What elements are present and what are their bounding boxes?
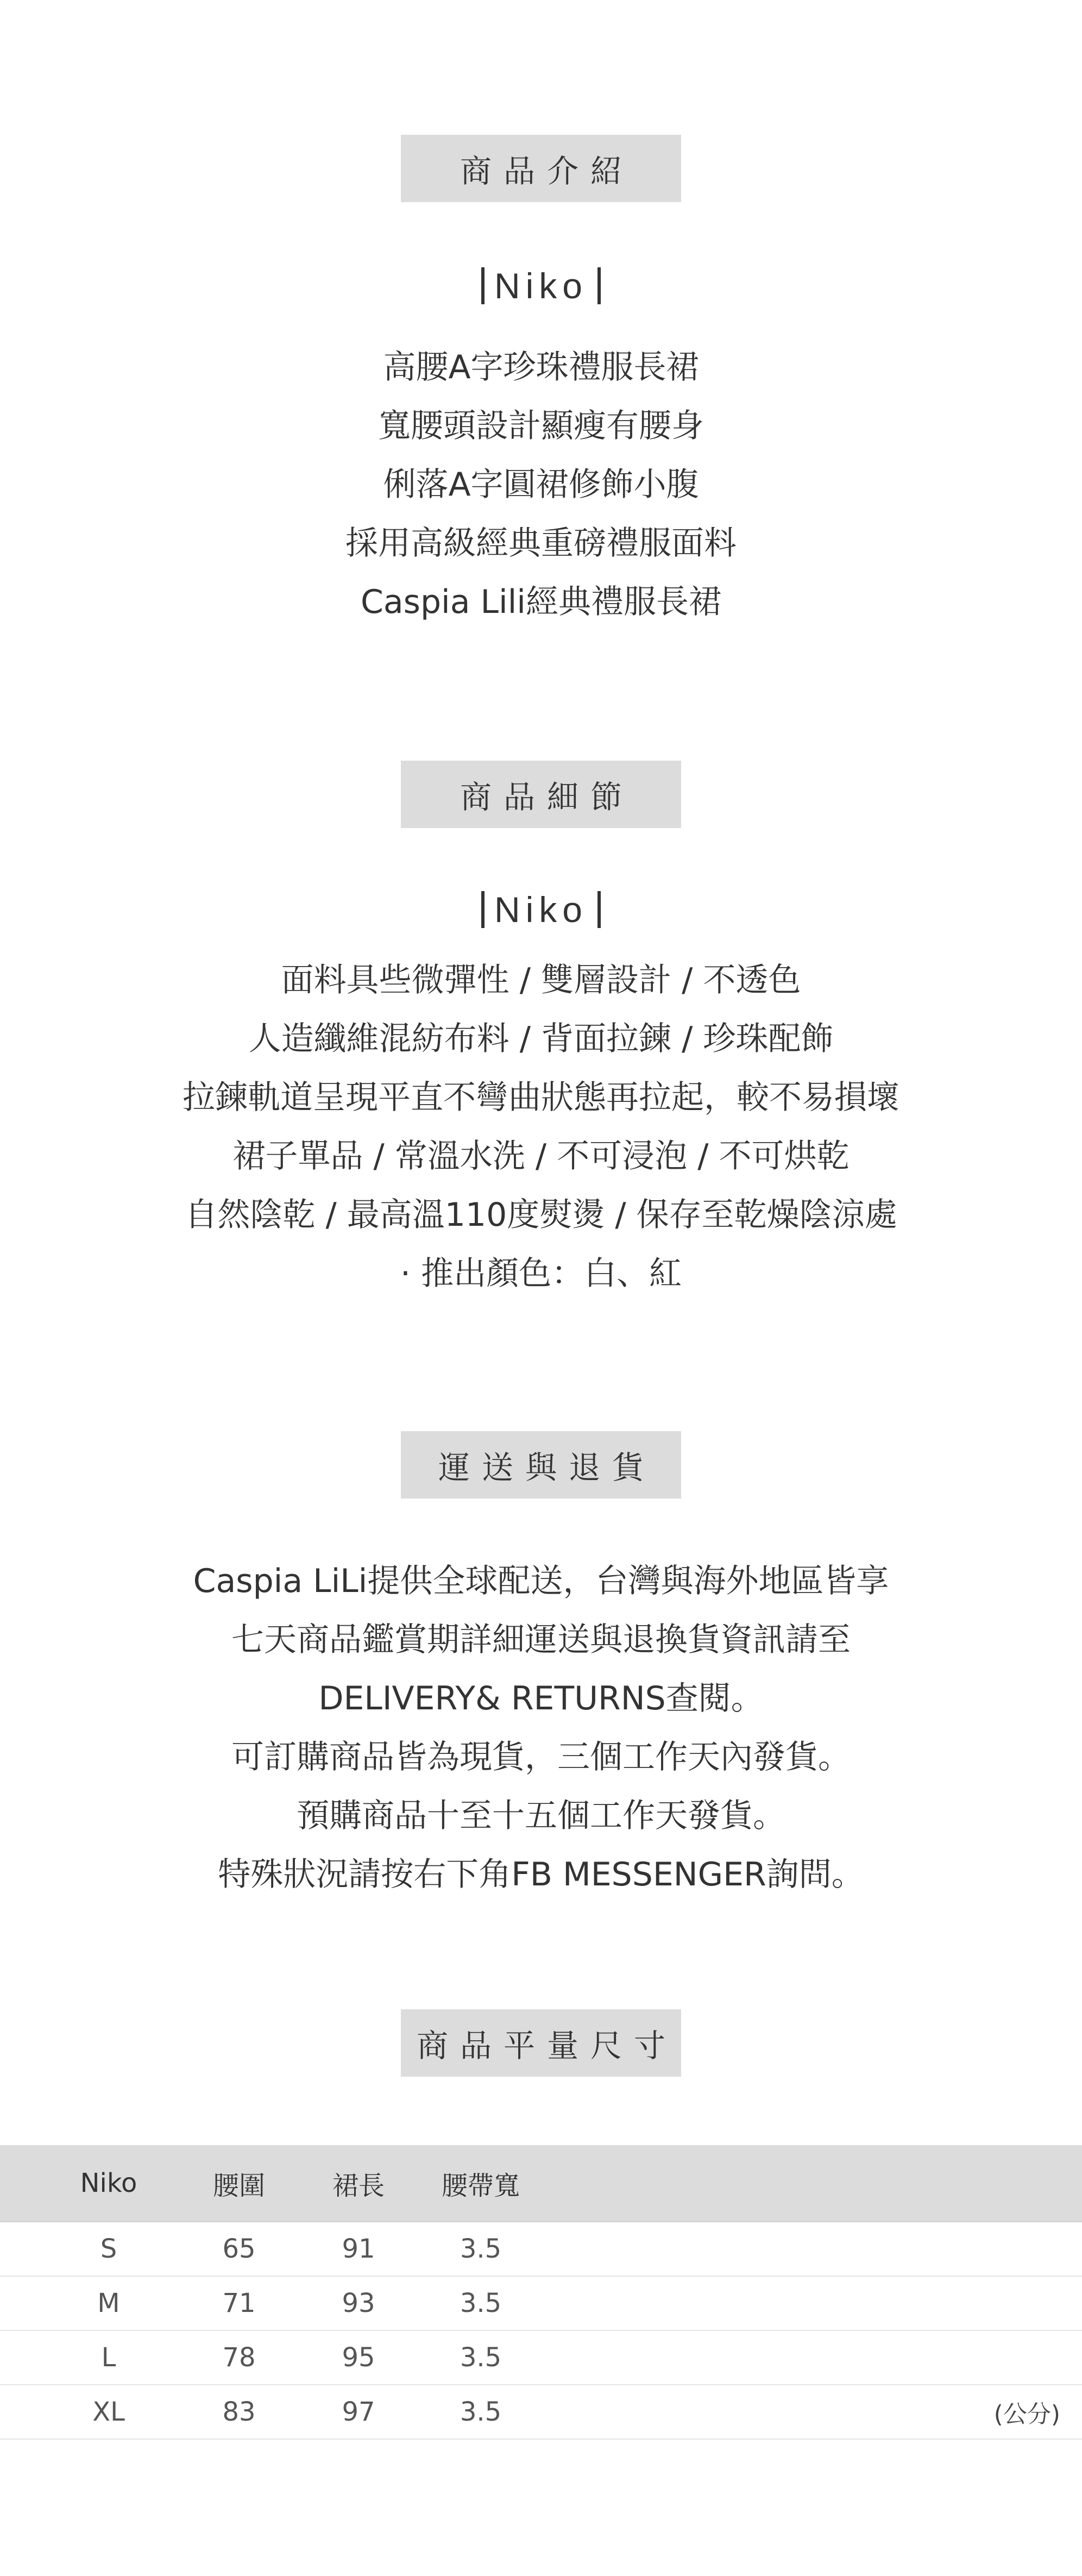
intro-line: 採用高級經典重磅禮服面料 (345, 524, 737, 562)
shipping-description (0, 1552, 1082, 1904)
right-divider-bar (597, 891, 601, 928)
size-cell: S (100, 2234, 117, 2264)
size-cell: L (101, 2342, 116, 2373)
intro-section-title: 商品介紹 (401, 135, 681, 202)
details-description (0, 951, 1082, 1303)
length-cell: 93 (342, 2288, 375, 2318)
details-line: · 推出顏色：白、紅 (400, 1255, 682, 1293)
table-row (0, 2222, 1082, 2277)
belt-width-cell: 3.5 (460, 2397, 502, 2427)
details-line: 自然陰乾 / 最高溫110度熨燙 / 保存至乾燥陰涼處 (185, 1196, 897, 1234)
header-cell-belt-width: 腰帶寬 (441, 2170, 520, 2201)
shipping-line: Caspia LiLi提供全球配送，台灣與海外地區皆享 (193, 1562, 889, 1600)
shipping-line: 特殊狀況請按右下角FB MESSENGER詢問。 (218, 1856, 864, 1894)
shipping-section-title: 運送與退貨 (401, 1431, 681, 1499)
intro-line: 高腰A字珍珠禮服長裙 (383, 348, 699, 386)
size-cell: XL (92, 2397, 125, 2427)
waist-cell: 78 (222, 2342, 256, 2373)
belt-width-cell: 3.5 (460, 2234, 502, 2264)
header-cell-length: 裙長 (332, 2170, 385, 2201)
details-line: 裙子單品 / 常溫水洗 / 不可浸泡 / 不可烘乾 (232, 1137, 850, 1175)
size-table (0, 2145, 1082, 2440)
intro-product-name (0, 265, 1082, 308)
intro-line: Caspia Lili經典禮服長裙 (361, 583, 721, 621)
belt-width-cell: 3.5 (460, 2342, 502, 2373)
left-divider-bar (481, 891, 485, 928)
details-line: 人造纖維混紡布料 / 背面拉鍊 / 珍珠配飾 (248, 1020, 834, 1058)
details-section-title: 商品細節 (401, 761, 681, 828)
shipping-line: DELIVERY& RETURNS查閱。 (318, 1679, 764, 1718)
right-divider-bar (597, 267, 601, 304)
header-cell-model: Niko (80, 2168, 137, 2198)
intro-name-text: Niko (494, 266, 588, 306)
size-table-header (0, 2145, 1082, 2222)
size-section-title: 商品平量尺寸 (401, 2009, 681, 2077)
waist-cell: 65 (222, 2234, 256, 2264)
details-product-name (0, 889, 1082, 931)
details-name-text: Niko (494, 889, 588, 930)
length-cell: 95 (342, 2342, 375, 2373)
unit-label: (公分) (993, 2400, 1060, 2428)
left-divider-bar (481, 267, 485, 304)
details-line: 拉鍊軌道呈現平直不彎曲狀態再拉起，較不易損壞 (183, 1079, 899, 1117)
table-row (0, 2277, 1082, 2331)
shipping-line: 預購商品十至十五個工作天發貨。 (297, 1797, 785, 1835)
length-cell: 91 (342, 2234, 375, 2264)
waist-cell: 71 (222, 2288, 256, 2318)
table-row (0, 2331, 1082, 2385)
intro-line: 寬腰頭設計顯瘦有腰身 (378, 407, 704, 445)
intro-line: 俐落A字圓裙修飾小腹 (383, 466, 699, 504)
details-line: 面料具些微彈性 / 雙層設計 / 不透色 (281, 961, 801, 999)
size-cell: M (97, 2288, 120, 2318)
shipping-line: 可訂購商品皆為現貨，三個工作天內發貨。 (231, 1738, 851, 1776)
waist-cell: 83 (222, 2397, 256, 2427)
intro-description (0, 338, 1082, 631)
header-cell-waist: 腰圍 (212, 2170, 265, 2201)
belt-width-cell: 3.5 (460, 2288, 502, 2318)
length-cell: 97 (342, 2397, 375, 2427)
shipping-line: 七天商品鑑賞期詳細運送與退換貨資訊請至 (231, 1621, 851, 1659)
table-row (0, 2385, 1082, 2440)
